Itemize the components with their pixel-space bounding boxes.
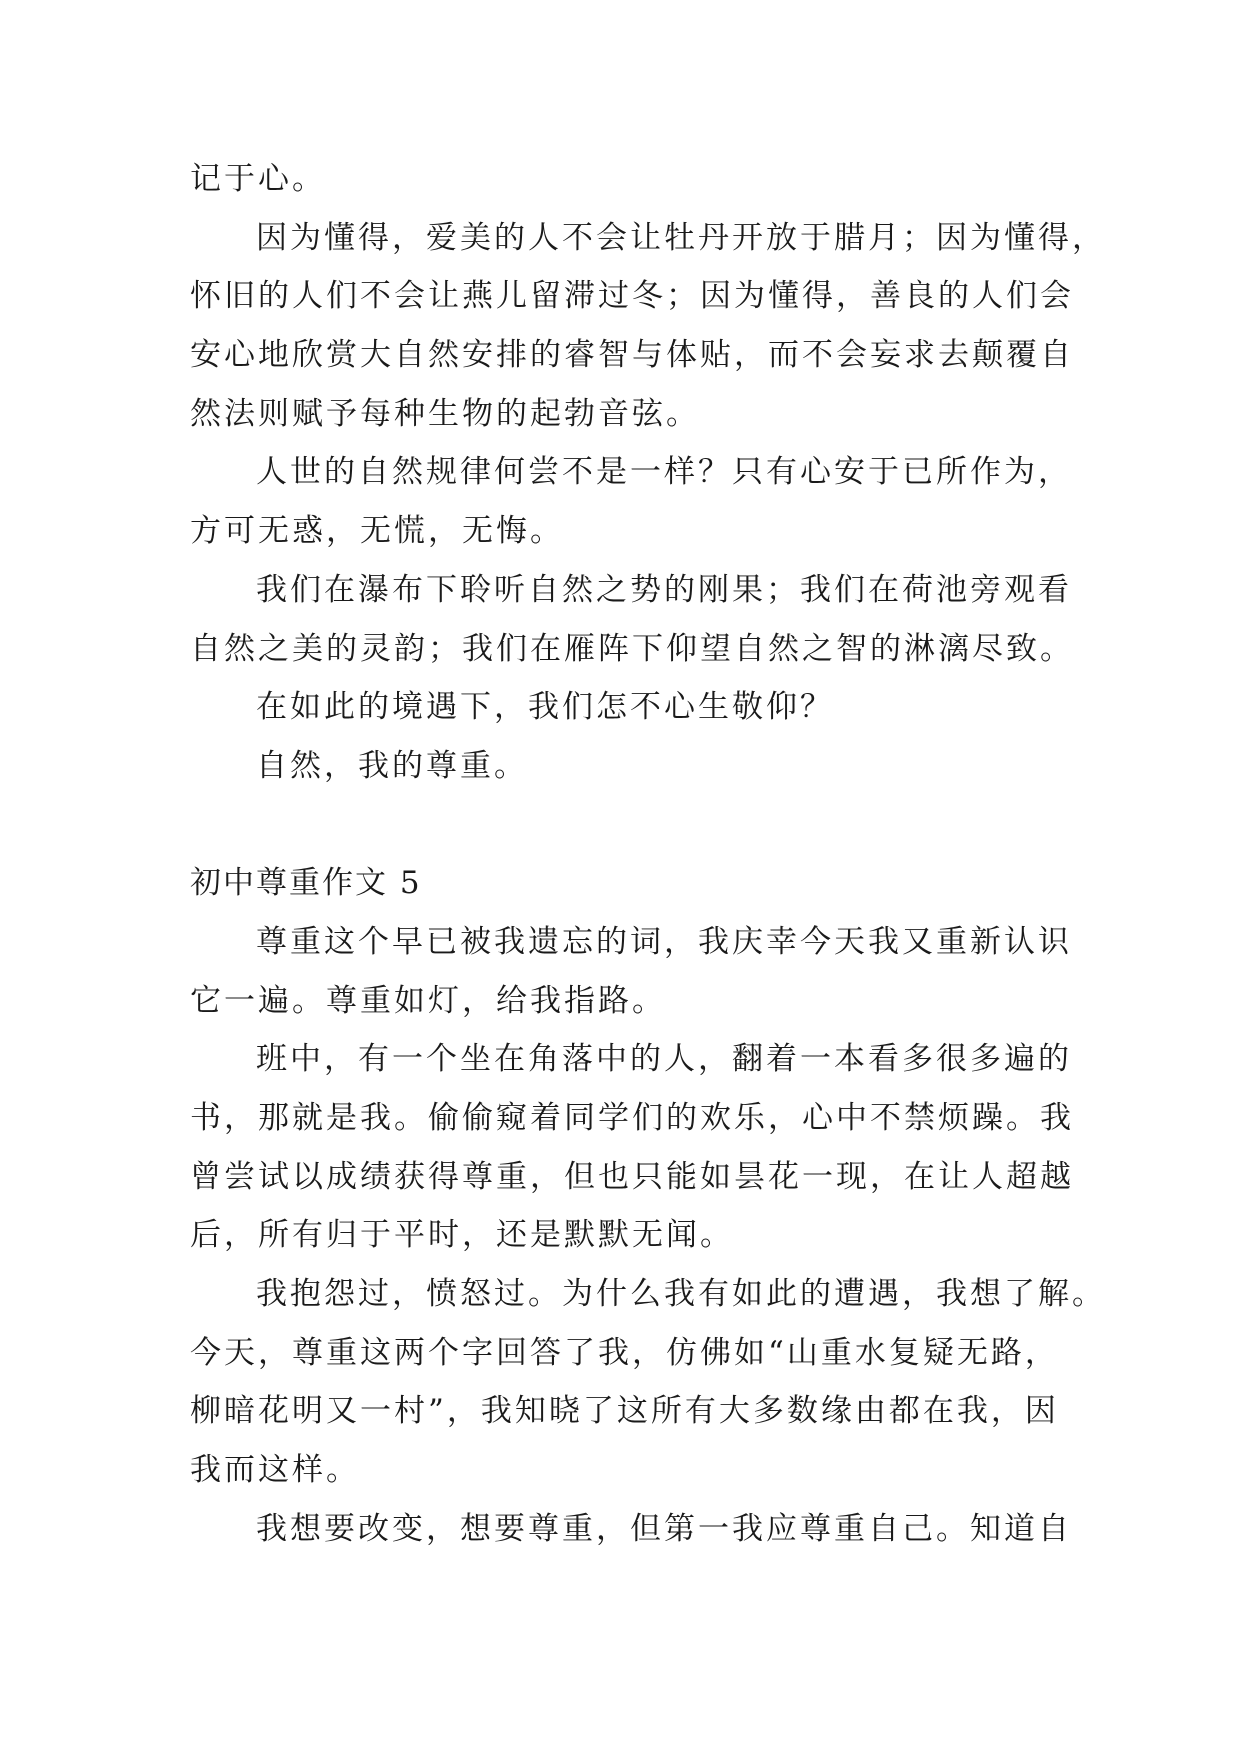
paragraph-line: 记于心。 (190, 161, 326, 197)
paragraph-line: 安心地欣赏大自然安排的睿智与体贴，而不会妄求去颠覆自 (190, 337, 1074, 374)
blank-line (190, 796, 1060, 855)
paragraph-line: 班中，有一个坐在角落中的人，翻着一本看多很多遍的 (256, 1041, 1072, 1078)
paragraph-line: 我们在瀑布下聆听自然之势的刚果；我们在荷池旁观看 (256, 571, 1072, 608)
document-page (190, 150, 1106, 1559)
paragraph-line: 它一遍。尊重如灯，给我指路。 (190, 982, 666, 1019)
paragraph-line: 因为懂得，爱美的人不会让牡丹开放于腊月；因为懂得， (256, 219, 1106, 256)
paragraph-line: 自然之美的灵韵；我们在雁阵下仰望自然之智的淋漓尽致。 (190, 630, 1074, 667)
paragraph-line: 怀旧的人们不会让燕儿留滞过冬；因为懂得，善良的人们会 (190, 278, 1074, 315)
section-heading: 初中尊重作文 5 (190, 865, 422, 902)
paragraph-line: 后，所有归于平时，还是默默无闻。 (190, 1217, 734, 1254)
paragraph-line: 我想要改变，想要尊重，但第一我应尊重自己。知道自 (256, 1510, 1072, 1547)
paragraph-line: 在如此的境遇下，我们怎不心生敬仰？ (256, 689, 834, 726)
paragraph-line: 自然，我的尊重。 (256, 747, 528, 784)
paragraph-line: 我而这样。 (190, 1452, 360, 1489)
paragraph-line: 今天，尊重这两个字回答了我，仿佛如“山重水复疑无路， (190, 1334, 1059, 1371)
paragraph-line: 人世的自然规律何尝不是一样？只有心安于已所作为， (256, 454, 1072, 491)
paragraph-line: 然法则赋予每种生物的起勃音弦。 (190, 395, 700, 432)
paragraph-line: 曾尝试以成绩获得尊重，但也只能如昙花一现，在让人超越 (190, 1158, 1074, 1195)
paragraph-line: 书，那就是我。偷偷窥着同学们的欢乐，心中不禁烦躁。我 (190, 1100, 1074, 1136)
paragraph-line: 方可无惑，无慌，无悔。 (190, 513, 564, 550)
paragraph-line: 我抱怨过，愤怒过。为什么我有如此的遭遇，我想了解。 (256, 1276, 1106, 1313)
paragraph-line: 尊重这个早已被我遗忘的词，我庆幸今天我又重新认识 (256, 923, 1072, 960)
paragraph-line: 柳暗花明又一村”，我知晓了这所有大多数缘由都在我，因 (190, 1393, 1059, 1430)
